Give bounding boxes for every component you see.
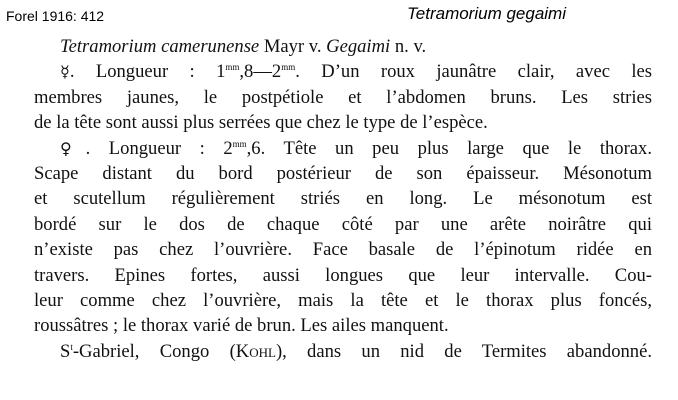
text-line-4: de la tête sont aussi plus serrées que chez le type de l’espèce. xyxy=(34,112,488,134)
worker-description: . D’un roux jaunâtre clair, avec les xyxy=(295,61,652,83)
text-line-5 xyxy=(34,136,652,161)
text-line-6: Scape distant du bord postérieur de son épaisseur. Mésonotum xyxy=(34,163,652,185)
worker-length-a: . Longueur : 1 xyxy=(69,61,226,83)
description-text xyxy=(34,34,652,364)
text-line-8: bordé sur le dos de chaque côté par une arête noirâtre qui xyxy=(34,213,652,235)
worker-symbol: ☿ xyxy=(60,62,70,82)
text-line-13 xyxy=(34,339,652,364)
text-line-11: leur comme chez l’ouvrière, mais la tête et le thorax plus foncés, xyxy=(34,290,652,312)
female-length-a: . Longueur : 2 xyxy=(85,137,233,159)
locality-sup: t xyxy=(70,341,73,352)
text-line-1 xyxy=(34,34,652,59)
female-symbol: ♀ xyxy=(60,138,86,158)
collector-name: Kohl xyxy=(235,340,276,362)
text-line-10: travers. Epines fortes, aussi longues que leur intervalle. Cou- xyxy=(34,264,652,286)
species-title: Tetramorium gegaimi xyxy=(406,4,566,23)
text-line-2 xyxy=(34,59,652,84)
unit-mm: mm xyxy=(232,138,247,149)
citation-label: Forel 1916: 412 xyxy=(6,8,105,24)
genus-name: Tetramorium camerunense xyxy=(60,36,260,57)
text-line-9: n’existe pas chez l’ouvrière. Face basale de l’épinotum ridée en xyxy=(34,239,652,261)
unit-mm: mm xyxy=(281,62,296,73)
novelty-text: n. v. xyxy=(390,36,427,57)
locality-c: ), dans un nid de Termites abandonné. xyxy=(275,340,652,362)
text-line-3: membres jaunes, le postpétiole et l’abdomen bruns. Les stries xyxy=(34,86,652,108)
text-line-7: et scutellum régulièrement striés en long. Le mésonotum est xyxy=(34,188,652,210)
variety-name: Gegaimi xyxy=(326,36,391,57)
female-description: ,6. Tête un peu plus large que le thorax. xyxy=(246,137,652,159)
unit-mm: mm xyxy=(225,62,240,73)
author-text: Mayr v. xyxy=(259,36,327,57)
text-line-12: roussâtres ; le thorax varié de brun. Les ailes manquent. xyxy=(34,315,449,337)
locality-a: S xyxy=(60,340,71,362)
locality-b: -Gabriel, Congo ( xyxy=(72,340,236,362)
worker-length-b: ,8—2 xyxy=(239,61,282,83)
